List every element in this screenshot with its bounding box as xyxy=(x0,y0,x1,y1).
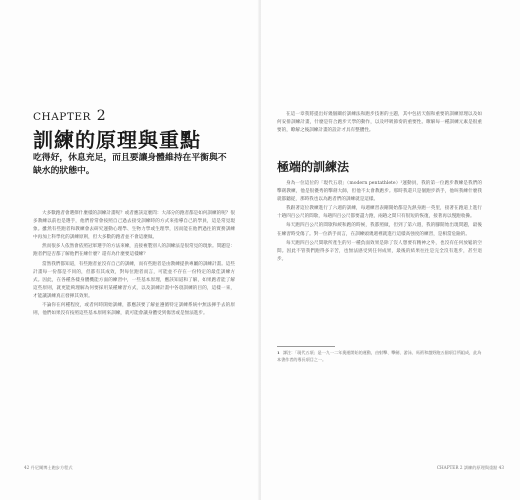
left-page-footer: 42 丹尼爾博士跑步方程式 xyxy=(24,465,73,470)
chapter-number: 2 xyxy=(96,108,107,124)
chapter-subtitle: 吃得好，休息充足，而且要讓身體維持在平衡與不缺水的狀態中。 xyxy=(33,153,227,176)
body-paragraph: 在這一章我將提出好幾個關於訓練法和跑步技術的主題，其中包括天個和重要的訓練原理以及如何安排訓練計畫，什麼是符合跑步天學的動作，以及呼吸節奏的重要性。瞭解每一種訓練元素是很重要的，瞭解之後訓練計畫的設計才具有整體性。 xyxy=(277,112,482,134)
body-paragraph: 我跟著這位教練進行了六週的訓練，每週練習表剛開始都是先熱身跑一英里，接著在跑道上進行十趟四百公尺的間歇，每趟四百公尺都要盡力跑，兩趟之間只有很短的恢復，接著再以慢跑收操。 xyxy=(277,206,482,220)
footnote-text: 譯注：「現代五項」是一九一二年奧運開始的運動，由射擊、擊劍、游泳、馬術和越野跑五個項目所組成，此為本書作者的專長項目之一。 xyxy=(277,350,482,362)
left-body-text xyxy=(33,210,235,319)
left-page xyxy=(0,0,259,500)
section-heading: 極端的訓練法 xyxy=(277,160,350,174)
body-paragraph: 不論你在何種程度，或者何時開始訓練，都應該要了解並遵循特定訓練系統中無法揮手去的原則，他們如果沒有按照這些基本原則來訓練，就可能會讓身體受到傷害或是無法進步。 xyxy=(33,303,235,317)
footnote-divider xyxy=(277,346,335,347)
footnote xyxy=(277,350,482,363)
right-page xyxy=(261,0,520,500)
chapter-label-text: CHAPTER xyxy=(33,111,91,123)
footnote-number: 1 xyxy=(277,350,280,355)
body-paragraph: 當然我們都知道，有些跑者並沒有自己的訓練，而有些跑者是由教練提供專屬的訓練計畫。這些計畫每一份都是不同的，但都有其成效，對每位跑者而言，可能並不存在一份特定的最佳訓練方式。因此，在各種各樣身體機能方面的練習中，一些基本原理，應該知道和了解，如果跑者能了解這些原則，就更能夠理解為何要採用某種練習方式，以及訓練計畫中各項訓練的目的，這樣一來，才能讓訓練真正發揮其效果。 xyxy=(33,261,235,299)
chapter-title: 訓練的原理與重點 xyxy=(33,128,201,152)
right-page-footer: CHAPTER 2 訓練的原理與重點 43 xyxy=(436,465,504,470)
body-paragraph: 然而很多人依然會依照冠軍選手的方法來練，直接複製別人的訓練法是很常見的現象。問題是：跑者們是否都了解他們在練什麼？還有為什麼要這樣練？ xyxy=(33,244,235,258)
right-body-text xyxy=(277,180,482,265)
body-paragraph: 大多數跑者會選擇什麼樣的訓練計畫呢？或者應該這麼問：大部分的跑者都是如何訓練的呢？很多教練以前也是選手，他們曾常會按照自己過去接受訓練時的方式來指導自己的學員，這是常見現象。雖然有些跑者和教練會去研究運動心理學、生物力學或生理學，因而能在他們過往的實務訓練中再加上科學化的訓練原則，但大多數的跑者並不會這麼做。 xyxy=(33,211,235,241)
body-paragraph: 身為一位這位的「現代五項」（modern pentathlete）¹運動員，我的第一位跑步教練是我們的擊劍教練，他是很優秀的擊劍大師，但他不太會教跑步。那時我還只是個跑步新手，他叫我練什麼我就都聽從，那時我也以為跑者們的訓練就是這樣。 xyxy=(277,181,482,203)
chapter-label xyxy=(33,108,106,124)
body-paragraph: 每天跑四百公尺間歇所產生的另一種負面效果是除了沒人想要有精神之外，也沒有任何放鬆的空間。因此不管我們跑得多辛苦，也無法感受到任何成果，最後的結果往往是完全沒有進步，甚至退步。 xyxy=(277,240,482,262)
body-paragraph: 每天跑四百公尺的間歇和緩和跑的時候，我都照做，但到了第六週，我的腳開始出現問題，最後在練習時受傷了。對一位新手而言，在訓練頭幾週裡就進行這樣高強度的練習，是相當危險的。 xyxy=(277,223,482,237)
right-intro-text xyxy=(277,111,482,135)
